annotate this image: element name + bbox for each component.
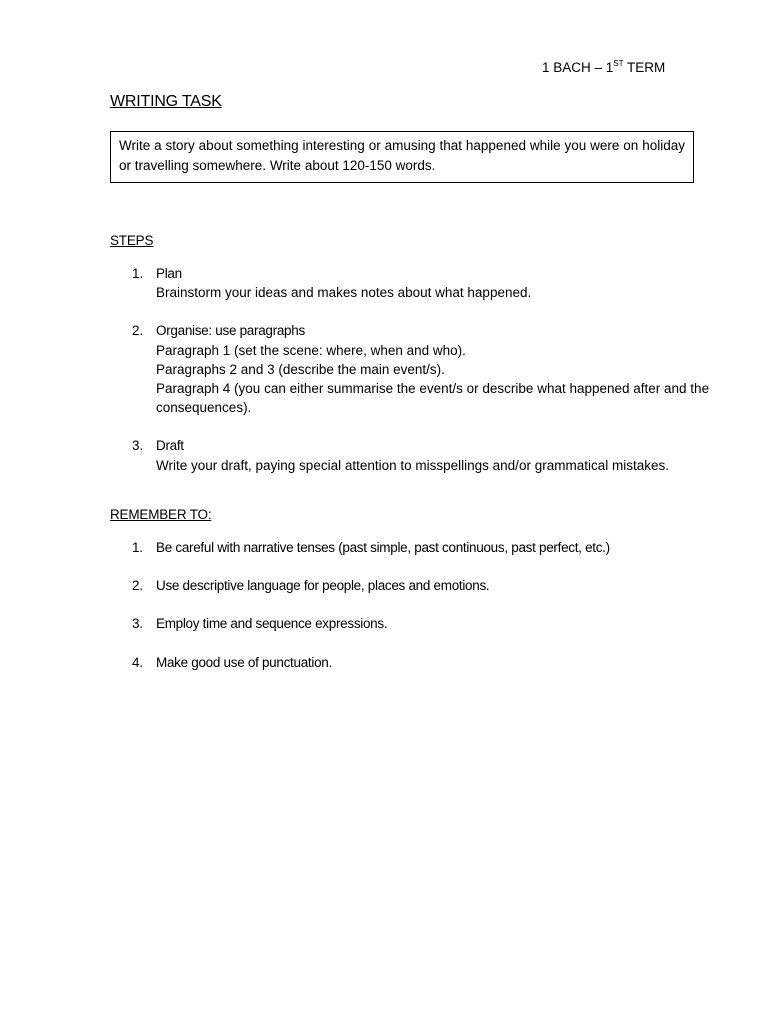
remember-heading: REMEMBER TO: xyxy=(110,507,212,522)
step-number: 3. xyxy=(132,438,144,454)
step-line: Paragraph 1 (set the scene: where, when and who). xyxy=(156,342,466,358)
step-label: Plan xyxy=(156,266,182,281)
step-line: Paragraphs 2 and 3 (describe the main event/s). xyxy=(156,361,445,377)
term-label xyxy=(542,60,665,75)
task-box: Write a story about something interesting or amusing that happened while you were on holiday or travelling somewhere. Write about 120-150 words. xyxy=(110,131,694,183)
remember-number: 1. xyxy=(132,540,143,555)
page-title: WRITING TASK xyxy=(110,93,222,110)
remember-text: Use descriptive language for people, places and emotions. xyxy=(156,578,490,594)
term-prefix: 1 BACH – 1 xyxy=(542,60,614,75)
remember-number: 3. xyxy=(132,616,143,632)
remember-item xyxy=(110,614,710,633)
remember-item xyxy=(110,538,710,557)
remember-text: Be careful with narrative tenses (past simple, past continuous, past perfect, etc.) xyxy=(156,540,610,555)
step-number: 2. xyxy=(132,323,144,339)
term-suffix: TERM xyxy=(623,60,666,75)
step-line: Paragraph 4 (you can either summarise the event/s or describe what happened after and the consequences). xyxy=(156,381,710,416)
remember-text: Employ time and sequence expressions. xyxy=(156,616,388,632)
steps-heading: STEPS xyxy=(110,233,154,248)
remember-item xyxy=(110,653,710,672)
step-item-plan xyxy=(110,264,710,302)
remember-number: 4. xyxy=(132,654,143,670)
remember-list xyxy=(110,538,710,691)
step-item-organise xyxy=(110,321,710,417)
step-number: 1. xyxy=(132,266,144,281)
remember-number: 2. xyxy=(132,578,143,594)
step-line: Brainstorm your ideas and makes notes about what happened. xyxy=(156,285,532,301)
remember-item xyxy=(110,576,710,595)
step-label: Draft xyxy=(156,438,184,454)
steps-list xyxy=(110,264,710,494)
step-line: Write your draft, paying special attention to misspellings and/or grammatical mistakes. xyxy=(156,457,669,473)
step-label: Organise: use paragraphs xyxy=(156,323,305,339)
term-superscript: ST xyxy=(613,59,624,68)
remember-text: Make good use of punctuation. xyxy=(156,654,332,670)
step-item-draft xyxy=(110,436,710,474)
